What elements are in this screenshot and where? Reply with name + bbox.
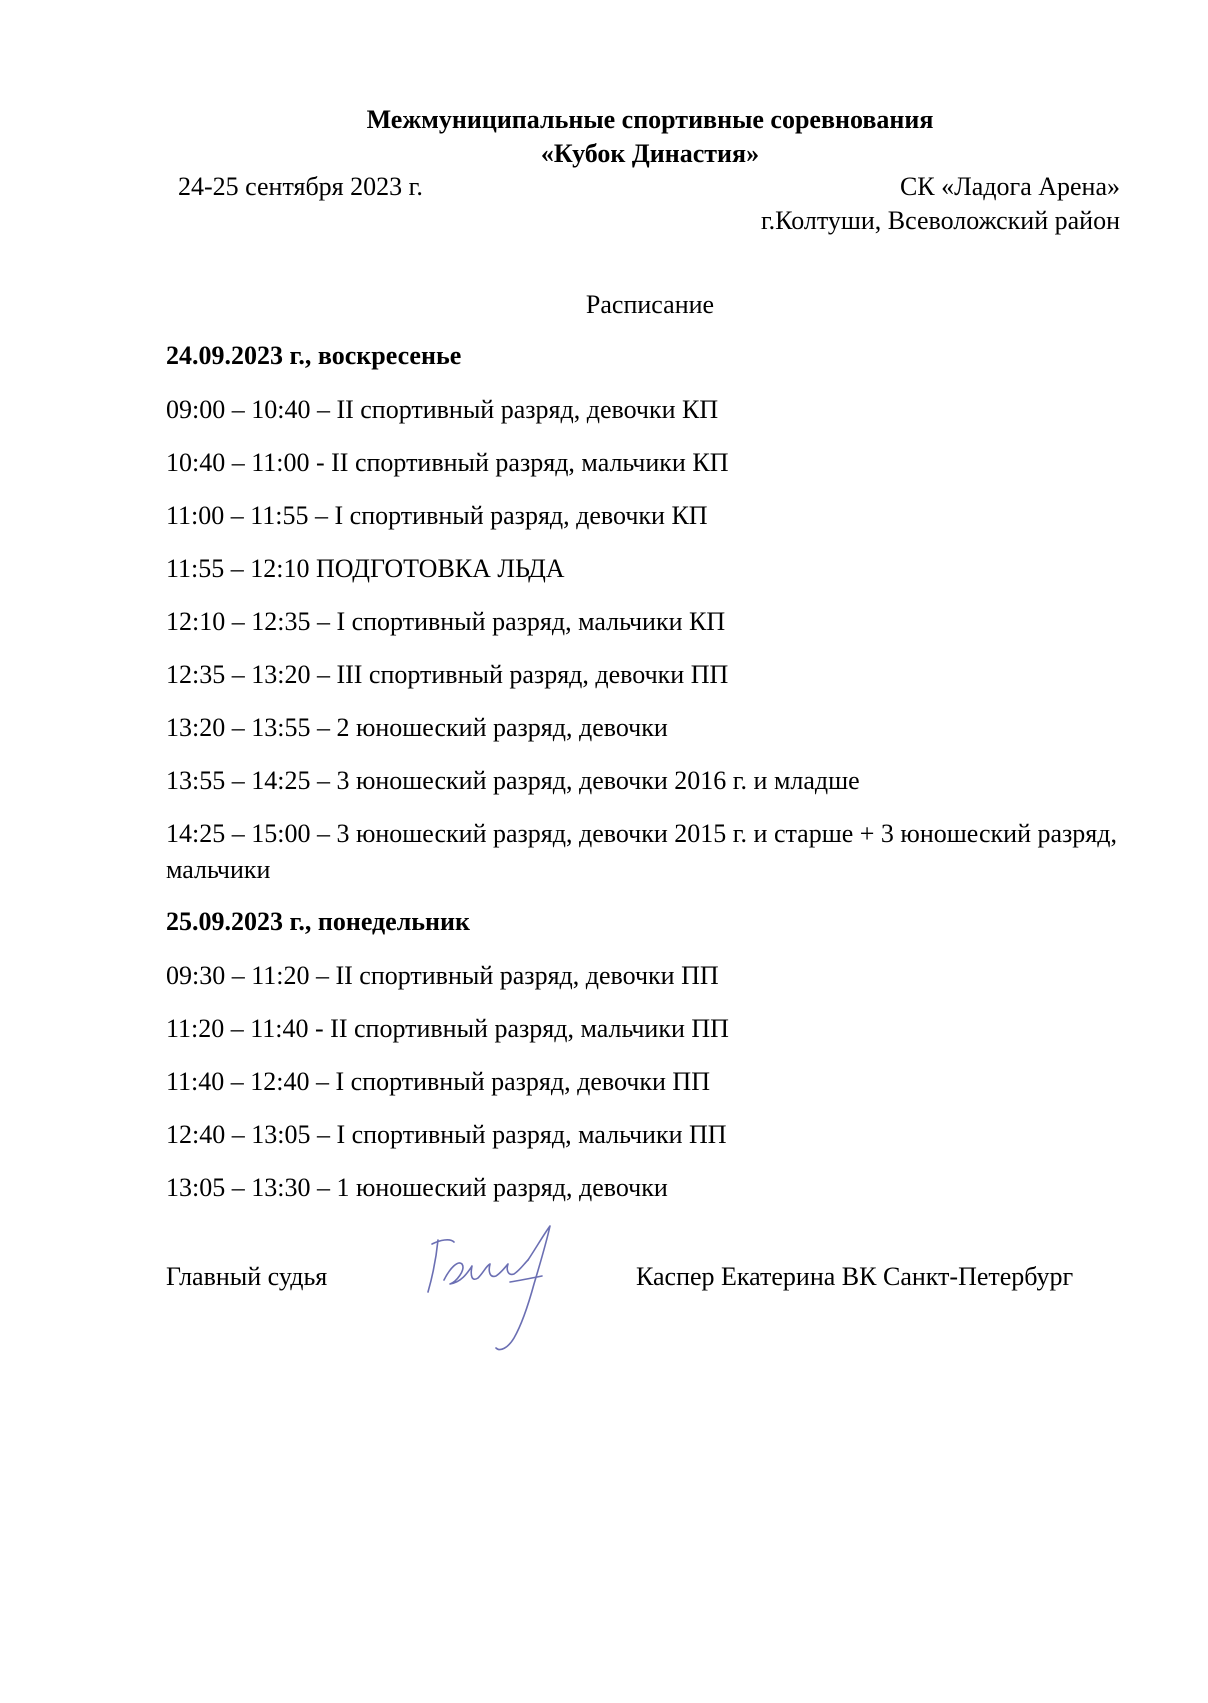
competition-name: «Кубок Династия» <box>540 139 760 168</box>
event-venue-block <box>761 170 1120 238</box>
schedule-entry: 09:30 – 11:20 – II спортивный разряд, девочки ПП <box>166 961 719 990</box>
day-heading: 24.09.2023 г., воскресенье <box>166 341 462 370</box>
event-location: г.Колтуши, Всеволожский район <box>760 206 1120 235</box>
schedule-entry: 14:25 – 15:00 – 3 юношеский разряд, девочки 2015 г. и старше + 3 юношеский разряд, мальчики <box>166 819 1117 884</box>
judge-label: Главный судья <box>166 1262 328 1291</box>
day-block-1 <box>166 339 1146 888</box>
schedule-entry: 09:00 – 10:40 – II спортивный разряд, девочки КП <box>166 395 719 424</box>
schedule-content <box>166 339 1146 1223</box>
schedule-entry: 12:35 – 13:20 – III спортивный разряд, девочки ПП <box>166 660 729 689</box>
day-heading: 25.09.2023 г., понедельник <box>166 907 471 936</box>
schedule-entry: 11:00 – 11:55 – I спортивный разряд, девочки КП <box>166 501 708 530</box>
schedule-heading: Расписание <box>585 290 715 319</box>
schedule-entry: 11:40 – 12:40 – I спортивный разряд, девочки ПП <box>166 1067 710 1096</box>
schedule-entry: 11:55 – 12:10 ПОДГОТОВКА ЛЬДА <box>166 554 565 583</box>
schedule-entry: 13:55 – 14:25 – 3 юношеский разряд, девочки 2016 г. и младше <box>166 766 860 795</box>
event-dates: 24-25 сентября 2023 г. <box>178 172 423 201</box>
day-block-2 <box>166 905 1146 1206</box>
schedule-entry: 13:20 – 13:55 – 2 юношеский разряд, девочки <box>166 713 668 742</box>
schedule-entry: 11:20 – 11:40 - II спортивный разряд, мальчики ПП <box>166 1014 729 1043</box>
schedule-entry: 10:40 – 11:00 - II спортивный разряд, мальчики КП <box>166 448 729 477</box>
signature-row <box>166 1260 1126 1300</box>
schedule-entry: 12:10 – 12:35 – I спортивный разряд, мальчики КП <box>166 607 726 636</box>
judge-name: Каспер Екатерина ВК Санкт-Петербург <box>636 1262 1074 1291</box>
schedule-entry: 12:40 – 13:05 – I спортивный разряд, мальчики ПП <box>166 1120 727 1149</box>
handwritten-signature <box>410 1220 590 1360</box>
schedule-entry: 13:05 – 13:30 – 1 юношеский разряд, девочки <box>166 1173 668 1202</box>
document-title: Межмуниципальные спортивные соревнования <box>366 105 934 134</box>
event-venue: СК «Ладога Арена» <box>899 172 1120 201</box>
